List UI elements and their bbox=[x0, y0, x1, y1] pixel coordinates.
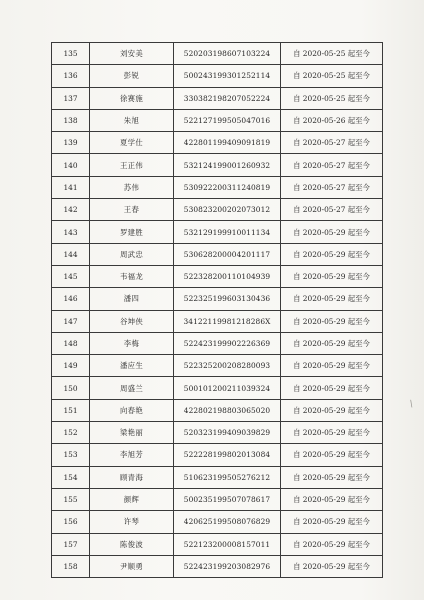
start-date-cell: 自 2020-05-29 起至今 bbox=[281, 555, 383, 577]
name-cell: 李旭芳 bbox=[90, 444, 174, 466]
id-number-cell: 522325199603130436 bbox=[174, 288, 281, 310]
start-date-cell: 自 2020-05-29 起至今 bbox=[281, 332, 383, 354]
start-date-cell: 自 2020-05-29 起至今 bbox=[281, 422, 383, 444]
table-row bbox=[52, 466, 383, 488]
id-number-cell: 500101200211039324 bbox=[174, 377, 281, 399]
row-number-cell: 147 bbox=[52, 310, 90, 332]
table-row bbox=[52, 221, 383, 243]
name-cell: 苏伟 bbox=[90, 176, 174, 198]
name-cell: 向春艳 bbox=[90, 399, 174, 421]
id-number-cell: 420625199508076829 bbox=[174, 511, 281, 533]
name-cell: 尹顺勇 bbox=[90, 555, 174, 577]
row-number-cell: 158 bbox=[52, 555, 90, 577]
table-row bbox=[52, 355, 383, 377]
start-date-cell: 自 2020-05-27 起至今 bbox=[281, 132, 383, 154]
id-number-cell: 522228199802013084 bbox=[174, 444, 281, 466]
row-number-cell: 153 bbox=[52, 444, 90, 466]
records-table-body bbox=[52, 43, 383, 578]
row-number-cell: 145 bbox=[52, 265, 90, 287]
start-date-cell: 自 2020-05-29 起至今 bbox=[281, 243, 383, 265]
id-number-cell: 530922200311240819 bbox=[174, 176, 281, 198]
name-cell: 潘应生 bbox=[90, 355, 174, 377]
row-number-cell: 156 bbox=[52, 511, 90, 533]
name-cell: 夏学仕 bbox=[90, 132, 174, 154]
start-date-cell: 自 2020-05-27 起至今 bbox=[281, 154, 383, 176]
name-cell: 朱旭 bbox=[90, 109, 174, 131]
start-date-cell: 自 2020-05-29 起至今 bbox=[281, 466, 383, 488]
records-table bbox=[51, 42, 383, 578]
name-cell: 王正伟 bbox=[90, 154, 174, 176]
start-date-cell: 自 2020-05-29 起至今 bbox=[281, 265, 383, 287]
table-row bbox=[52, 310, 383, 332]
scan-edge-mark: ∖ bbox=[407, 399, 415, 411]
row-number-cell: 144 bbox=[52, 243, 90, 265]
table-row bbox=[52, 422, 383, 444]
id-number-cell: 422801199409091819 bbox=[174, 132, 281, 154]
start-date-cell: 自 2020-05-29 起至今 bbox=[281, 511, 383, 533]
row-number-cell: 135 bbox=[52, 43, 90, 65]
row-number-cell: 141 bbox=[52, 176, 90, 198]
name-cell: 谷坤侠 bbox=[90, 310, 174, 332]
name-cell: 梁艳丽 bbox=[90, 422, 174, 444]
id-number-cell: 522328200110104939 bbox=[174, 265, 281, 287]
table-row bbox=[52, 288, 383, 310]
table-row bbox=[52, 43, 383, 65]
id-number-cell: 530823200202073012 bbox=[174, 199, 281, 221]
id-number-cell: 522127199505047016 bbox=[174, 109, 281, 131]
id-number-cell: 530628200004201117 bbox=[174, 243, 281, 265]
start-date-cell: 自 2020-05-29 起至今 bbox=[281, 444, 383, 466]
start-date-cell: 自 2020-05-25 起至今 bbox=[281, 87, 383, 109]
start-date-cell: 自 2020-05-29 起至今 bbox=[281, 488, 383, 510]
id-number-cell: 520323199409039829 bbox=[174, 422, 281, 444]
start-date-cell: 自 2020-05-25 起至今 bbox=[281, 43, 383, 65]
name-cell: 李梅 bbox=[90, 332, 174, 354]
start-date-cell: 自 2020-05-27 起至今 bbox=[281, 199, 383, 221]
table-row bbox=[52, 555, 383, 577]
name-cell: 韦福龙 bbox=[90, 265, 174, 287]
table-row bbox=[52, 109, 383, 131]
row-number-cell: 152 bbox=[52, 422, 90, 444]
row-number-cell: 137 bbox=[52, 87, 90, 109]
row-number-cell: 146 bbox=[52, 288, 90, 310]
id-number-cell: 522325200208280093 bbox=[174, 355, 281, 377]
id-number-cell: 522123200008157011 bbox=[174, 533, 281, 555]
name-cell: 周武忠 bbox=[90, 243, 174, 265]
name-cell: 许琴 bbox=[90, 511, 174, 533]
row-number-cell: 148 bbox=[52, 332, 90, 354]
row-number-cell: 143 bbox=[52, 221, 90, 243]
start-date-cell: 自 2020-05-29 起至今 bbox=[281, 377, 383, 399]
id-number-cell: 532124199001260932 bbox=[174, 154, 281, 176]
row-number-cell: 138 bbox=[52, 109, 90, 131]
start-date-cell: 自 2020-05-29 起至今 bbox=[281, 221, 383, 243]
start-date-cell: 自 2020-05-29 起至今 bbox=[281, 399, 383, 421]
row-number-cell: 151 bbox=[52, 399, 90, 421]
row-number-cell: 150 bbox=[52, 377, 90, 399]
table-row bbox=[52, 332, 383, 354]
row-number-cell: 136 bbox=[52, 65, 90, 87]
table-row bbox=[52, 488, 383, 510]
row-number-cell: 149 bbox=[52, 355, 90, 377]
table-row bbox=[52, 87, 383, 109]
name-cell: 罗建胜 bbox=[90, 221, 174, 243]
name-cell: 王春 bbox=[90, 199, 174, 221]
name-cell: 周盛兰 bbox=[90, 377, 174, 399]
name-cell: 刘安美 bbox=[90, 43, 174, 65]
table-row bbox=[52, 377, 383, 399]
table-row bbox=[52, 199, 383, 221]
id-number-cell: 522423199203082976 bbox=[174, 555, 281, 577]
name-cell: 顾青海 bbox=[90, 466, 174, 488]
name-cell: 徐赛施 bbox=[90, 87, 174, 109]
start-date-cell: 自 2020-05-29 起至今 bbox=[281, 288, 383, 310]
start-date-cell: 自 2020-05-25 起至今 bbox=[281, 65, 383, 87]
row-number-cell: 140 bbox=[52, 154, 90, 176]
row-number-cell: 157 bbox=[52, 533, 90, 555]
id-number-cell: 520203198607103224 bbox=[174, 43, 281, 65]
row-number-cell: 142 bbox=[52, 199, 90, 221]
id-number-cell: 532129199910011134 bbox=[174, 221, 281, 243]
start-date-cell: 自 2020-05-29 起至今 bbox=[281, 355, 383, 377]
start-date-cell: 自 2020-05-26 起至今 bbox=[281, 109, 383, 131]
table-row bbox=[52, 154, 383, 176]
id-number-cell: 34122119981218286X bbox=[174, 310, 281, 332]
table-row bbox=[52, 533, 383, 555]
table-row bbox=[52, 511, 383, 533]
name-cell: 陈俊波 bbox=[90, 533, 174, 555]
row-number-cell: 154 bbox=[52, 466, 90, 488]
table-row bbox=[52, 444, 383, 466]
row-number-cell: 155 bbox=[52, 488, 90, 510]
id-number-cell: 500235199507078617 bbox=[174, 488, 281, 510]
start-date-cell: 自 2020-05-27 起至今 bbox=[281, 176, 383, 198]
id-number-cell: 522423199902226369 bbox=[174, 332, 281, 354]
table-row bbox=[52, 65, 383, 87]
start-date-cell: 自 2020-05-29 起至今 bbox=[281, 533, 383, 555]
name-cell: 潘四 bbox=[90, 288, 174, 310]
table-row bbox=[52, 132, 383, 154]
id-number-cell: 500243199301252114 bbox=[174, 65, 281, 87]
id-number-cell: 510623199505276212 bbox=[174, 466, 281, 488]
table-row bbox=[52, 243, 383, 265]
row-number-cell: 139 bbox=[52, 132, 90, 154]
id-number-cell: 422802198803065020 bbox=[174, 399, 281, 421]
start-date-cell: 自 2020-05-29 起至今 bbox=[281, 310, 383, 332]
table-row bbox=[52, 399, 383, 421]
table-row bbox=[52, 265, 383, 287]
table-row bbox=[52, 176, 383, 198]
name-cell: 彭锐 bbox=[90, 65, 174, 87]
name-cell: 颜辉 bbox=[90, 488, 174, 510]
id-number-cell: 330382198207052224 bbox=[174, 87, 281, 109]
